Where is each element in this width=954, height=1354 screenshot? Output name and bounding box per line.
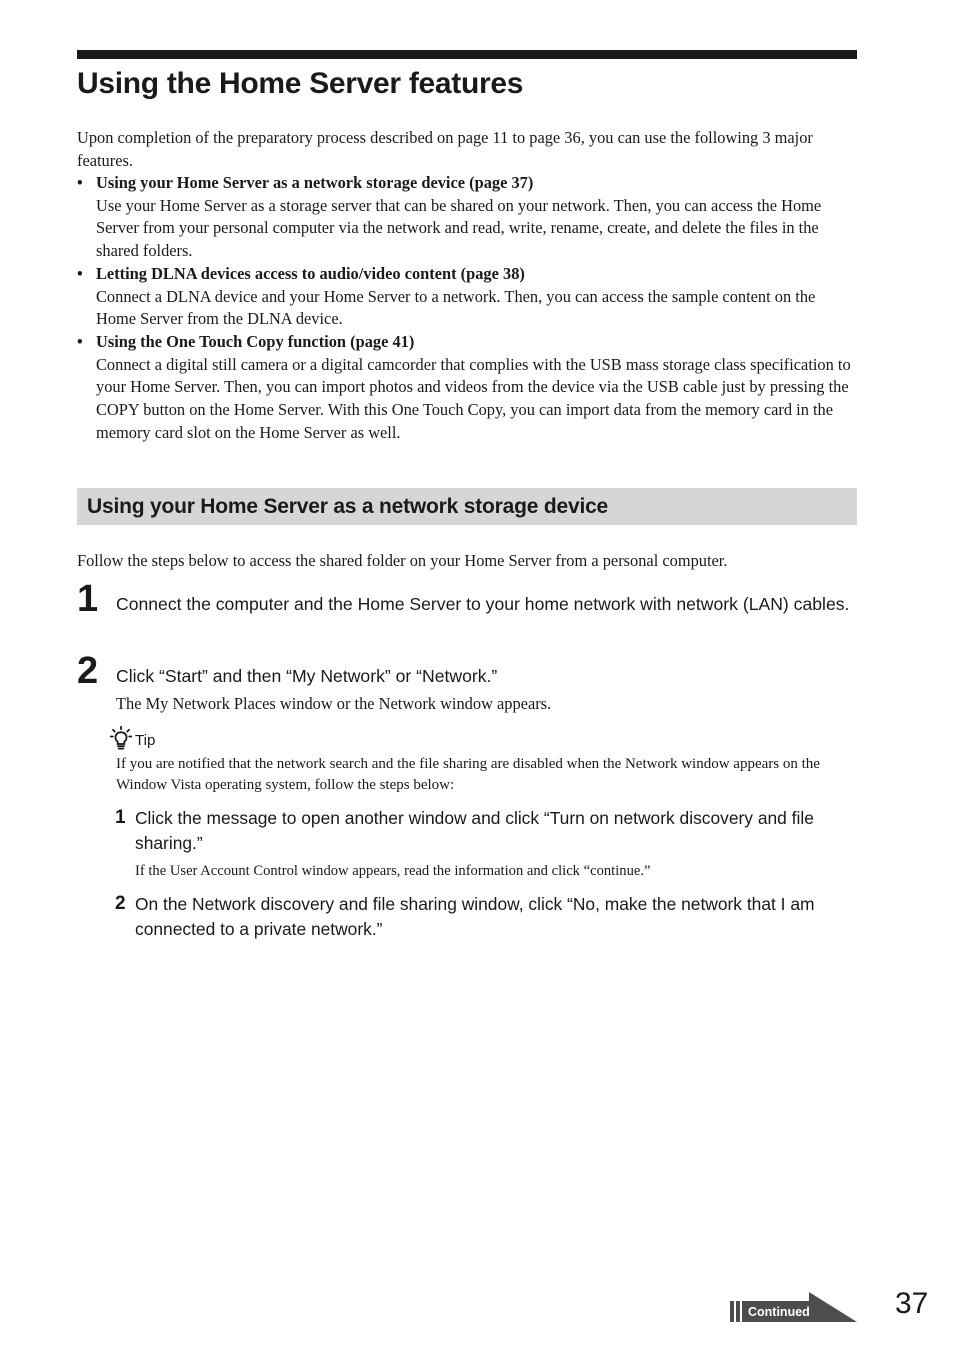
lightbulb-icon [110, 726, 132, 750]
substep-text: On the Network discovery and file sharing window, click “No, make the network that I am connected to a private network.” [135, 894, 815, 939]
feature-description: Use your Home Server as a storage server that can be shared on your network. Then, you can access the Home Server from your personal computer via the network and read, write, rename, create, and delete the files in the shared folders. [96, 195, 822, 261]
feature-list [77, 172, 859, 444]
page-title: Using the Home Server features [77, 67, 524, 100]
step-text: Connect the computer and the Home Server to your home network with network (LAN) cables. [116, 594, 850, 614]
intro-paragraph: Upon completion of the preparatory process described on page 11 to page 36, you can use the following 3 major features. [77, 128, 813, 170]
tip-label: Tip [135, 732, 156, 749]
substep-number: 1 [115, 807, 126, 828]
continued-label: Continued [748, 1305, 810, 1319]
feature-description: Connect a DLNA device and your Home Server to a network. Then, you can access the sample content on the Home Server from the DLNA device. [96, 286, 816, 329]
bullet: • [77, 263, 83, 283]
list-item [77, 172, 859, 263]
feature-description: Connect a digital still camera or a digital camcorder that complies with the USB mass storage class specification to your Home Server. Then, you can import photos and videos from the device via the USB cable just by pressing the COPY button on the Home Server. With this One Touch Copy, you can import data from the memory card in the memory card slot on the Home Server as well. [96, 354, 851, 442]
continued-tab [729, 1292, 859, 1322]
feature-title: Using your Home Server as a network storage device (page 37) [96, 173, 534, 192]
list-item [77, 263, 859, 331]
feature-title: Using the One Touch Copy function (page 41) [96, 331, 415, 351]
feature-title: Letting DLNA devices access to audio/video content (page 38) [96, 263, 525, 283]
step-text: Click “Start” and then “My Network” or “Network.” [116, 666, 498, 686]
step-number: 1 [77, 578, 99, 620]
tip-text: If you are notified that the network search and the file sharing are disabled when the Network window appears on the Window Vista operating system, follow the steps below: [116, 756, 820, 793]
substep-note: If the User Account Control window appears, read the information and click “continue.” [135, 863, 651, 879]
top-rule [77, 50, 857, 59]
bullet: • [77, 331, 83, 351]
section-intro: Follow the steps below to access the shared folder on your Home Server from a personal computer. [77, 551, 728, 570]
bullet: • [77, 173, 83, 192]
step-result: The My Network Places window or the Network window appears. [116, 694, 552, 713]
section-title: Using your Home Server as a network storage device [87, 495, 609, 518]
step-number: 2 [77, 650, 99, 692]
substep-text: Click the message to open another window and click “Turn on network discovery and file sharing.” [135, 808, 814, 853]
substep-number: 2 [115, 893, 126, 914]
tip-header [110, 726, 155, 750]
list-item [77, 331, 859, 445]
page-number: 37 [895, 1287, 929, 1320]
section-header [77, 488, 857, 525]
